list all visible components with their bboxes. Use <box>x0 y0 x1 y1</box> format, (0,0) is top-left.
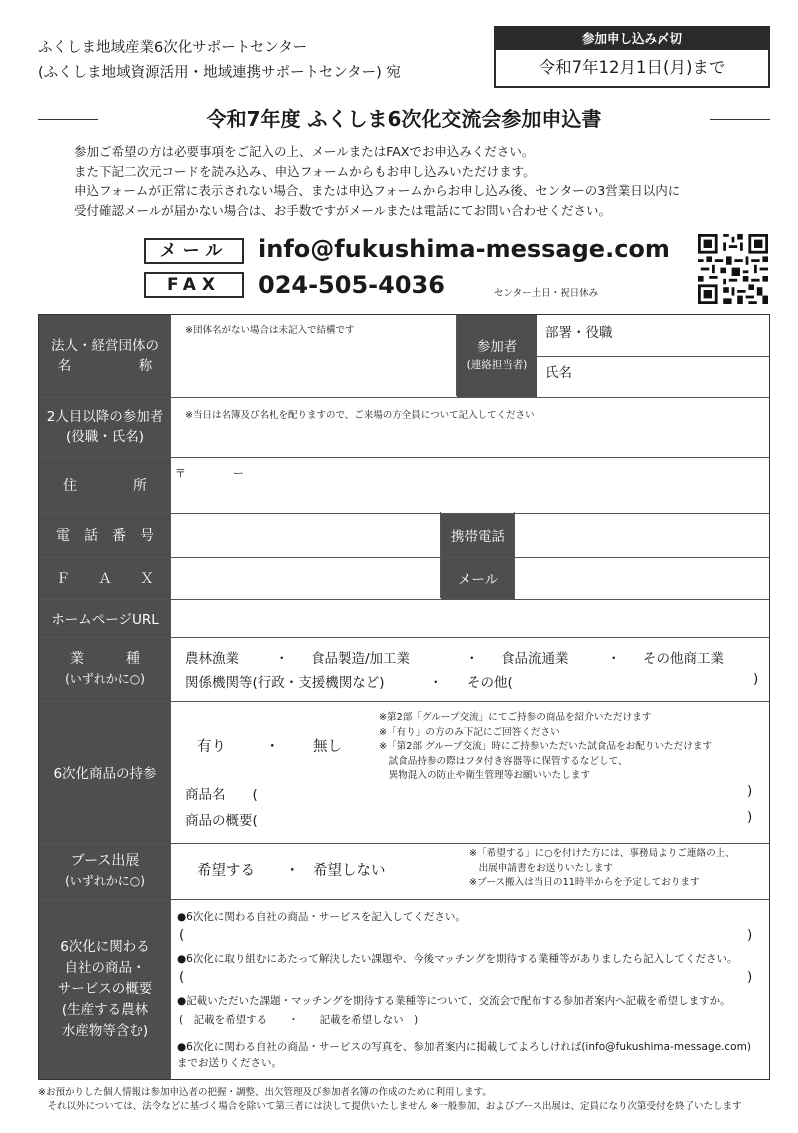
additional-participants-header <box>39 397 171 457</box>
application-form <box>38 314 770 1080</box>
postal-mark: 〒 <box>175 467 186 480</box>
row-divider <box>39 599 769 600</box>
footer-line1: ※お預かりした個人情報は参加申込者の把握・調整、出欠管理及び参加者名簿の作成のために利用します。 <box>38 1087 492 1098</box>
form-title-block <box>38 104 770 134</box>
booth-note-line: ※ブース搬入は当日の11時半からを予定しております <box>469 877 700 888</box>
overview-header-line: サービスの概要 <box>57 980 153 997</box>
overview-open-paren: ( <box>179 969 185 985</box>
additional-participants-header-line2: (役職・氏名) <box>65 429 145 445</box>
products-note-line: 異物混入の防止や衛生管理等お願いいたします <box>379 770 591 781</box>
overview-question-2: ●6次化に取り組むにあたって解決したい課題や、今後マッチングを期待する業種等がありましたら記入してください。 <box>177 953 738 965</box>
booth-not-want-option[interactable]: 希望しない <box>313 863 386 879</box>
mobile-header <box>441 513 515 557</box>
industry-option-food-distribution[interactable]: 食品流通業 <box>501 651 569 667</box>
row-divider <box>39 397 769 398</box>
org-name-header-line2: 名 称 <box>57 358 153 374</box>
products-header-label: 6次化商品の持参 <box>53 766 157 782</box>
row-divider <box>39 513 769 514</box>
participant-header-label: 参加者 <box>476 339 518 355</box>
overview-question-4-line1: ●6次化に関わる自社の商品・サービスの写真を、参加者案内に掲載してよろしければ(info@fukushima-message.com) <box>177 1041 751 1053</box>
footer-line2: それ以外については、法令などに基づく場合を除いて第三者には決して提供いたしません ※一般参加、およびブース出展は、定員になり次第受付を終了いたします <box>38 1101 742 1112</box>
row-divider <box>39 457 769 458</box>
title-rule-right <box>710 119 770 120</box>
row-divider <box>537 356 769 357</box>
phone-header <box>39 513 171 557</box>
overview-close-paren: ) <box>747 927 753 943</box>
product-name-close-paren: ) <box>747 783 753 799</box>
addressee-line2: (ふくしま地域資源活用・地域連携サポートセンター) 宛 <box>38 65 401 81</box>
deadline-label: 参加申し込み〆切 <box>496 28 768 50</box>
address-header <box>39 457 171 513</box>
industry-separator: ・ <box>607 651 621 667</box>
booth-note-line: 出展申請書をお送りいたします <box>469 862 613 874</box>
intro-text <box>74 142 680 220</box>
fax-header <box>39 557 171 599</box>
products-note-line: ※「第2部 グループ交流」時にご持参いただいた試食品をお配りいただけます <box>379 741 713 752</box>
phone-header-label: 電 話 番 号 <box>56 528 154 544</box>
product-summary-label: 商品の概要( <box>185 813 258 829</box>
overview-question-3-options[interactable]: ( 記載を希望する ・ 記載を希望しない ) <box>179 1014 419 1026</box>
privacy-footer <box>38 1086 742 1114</box>
industry-header-label: 業 種 <box>70 651 140 667</box>
address-header-label: 住 所 <box>63 478 147 494</box>
overview-header-line: 水産物等含む) <box>61 1022 149 1039</box>
intro-line: また下記二次元コードを読み込み、申込フォームからもお申し込みいただけます。 <box>74 163 536 179</box>
page-title: 令和7年度 ふくしま6次化交流会参加申込書 <box>206 107 602 131</box>
org-name-header <box>39 315 171 397</box>
industry-option-other-commerce[interactable]: その他商工業 <box>643 651 724 667</box>
industry-option-other[interactable]: その他( <box>467 675 513 691</box>
products-note-line: 試食品持参の際はフタ付き容器等に保管するなどして、 <box>379 755 628 767</box>
products-notes <box>379 711 712 784</box>
org-name-note: ※団体名がない場合は未記入で結構です <box>185 325 355 336</box>
industry-header <box>39 637 171 701</box>
row-divider <box>39 701 769 702</box>
intro-line: 参加ご希望の方は必要事項をご記入の上、メールまたはFAXでお申込みください。 <box>74 144 535 159</box>
postal-dash: ー <box>233 467 244 480</box>
intro-line: 受付確認メールが届かない場合は、お手数ですがメールまたは電話にてお問い合わせください。 <box>74 202 612 218</box>
industry-separator: ・ <box>275 651 289 667</box>
overview-close-paren: ) <box>747 969 753 985</box>
deadline-box <box>494 26 770 88</box>
addressee <box>38 36 401 86</box>
overview-question-1: ●6次化に関わる自社の商品・サービスを記入してください。 <box>177 911 466 923</box>
row-divider <box>39 557 769 558</box>
booth-header-sublabel: (いずれかに○) <box>65 874 145 888</box>
booth-header <box>39 843 171 899</box>
additional-participants-header-line1: 2人目以降の参加者 <box>46 409 164 425</box>
products-note-line: ※第2部「グループ交流」にてご持参の商品を紹介いただけます <box>379 712 652 723</box>
products-no-option[interactable]: 無し <box>313 739 342 755</box>
overview-question-4-line2: までお送りください。 <box>177 1057 282 1069</box>
industry-close-paren: ) <box>753 671 759 687</box>
industry-option-related-orgs[interactable]: 関係機関等(行政・支援機関など) <box>185 675 385 691</box>
dept-title-label: 部署・役職 <box>545 325 613 341</box>
homepage-header <box>39 599 171 637</box>
overview-header-line: 6次化に関わる <box>60 938 150 955</box>
booth-want-option[interactable]: 希望する <box>197 863 255 879</box>
industry-header-sublabel: (いずれかに○) <box>65 672 145 686</box>
row-divider <box>39 899 769 900</box>
booth-header-label: ブース出展 <box>70 853 140 869</box>
booth-note-line: ※「希望する」に○を付けた方には、事務局よりご連絡の上、 <box>469 848 735 859</box>
industry-option-food-processing[interactable]: 食品製造/加工業 <box>311 651 411 667</box>
overview-open-paren: ( <box>179 927 185 943</box>
product-name-label: 商品名 ( <box>185 787 258 803</box>
participant-header-sublabel: (連絡担当者) <box>466 359 528 371</box>
fax-header-label: Ｆ Ａ Ｘ <box>56 571 154 587</box>
column-divider <box>514 512 515 598</box>
mobile-header-label: 携帯電話 <box>451 529 505 545</box>
column-divider <box>170 314 171 1080</box>
org-name-header-line1: 法人・経営団体の <box>51 338 159 354</box>
fax-number: 024-505-4036 <box>258 271 445 299</box>
products-note-line: ※「有り」の方のみ下記にご回答ください <box>379 726 560 738</box>
product-summary-close-paren: ) <box>747 809 753 825</box>
mail-address[interactable]: info@fukushima-message.com <box>258 235 670 263</box>
products-yes-option[interactable]: 有り <box>197 739 226 755</box>
products-header <box>39 701 171 843</box>
addressee-line1: ふくしま地域産業6次化サポートセンター <box>38 40 308 56</box>
mail-label: メール <box>144 238 244 264</box>
column-divider <box>456 314 457 396</box>
email-header-label: メール <box>457 572 499 588</box>
row-divider <box>39 637 769 638</box>
row-divider <box>39 843 769 844</box>
qr-code-icon[interactable] <box>698 234 768 304</box>
column-divider <box>440 512 441 598</box>
booth-notes <box>469 847 735 891</box>
products-separator: ・ <box>265 739 280 755</box>
industry-separator: ・ <box>429 675 443 691</box>
email-header <box>441 557 515 599</box>
overview-header-line: 自社の商品・ <box>64 959 146 976</box>
overview-header <box>39 899 171 1079</box>
overview-question-3: ●記載いただいた課題・マッチングを期待する業種等について、交流会で配布する参加者案内へ記載を希望しますか。 <box>177 995 731 1007</box>
participant-name-label: 氏名 <box>545 365 572 381</box>
industry-separator: ・ <box>465 651 479 667</box>
overview-header-line: (生産する農林 <box>61 1001 149 1018</box>
fax-label: FAX <box>144 272 244 298</box>
intro-line: 申込フォームが正常に表示されない場合、または申込フォームからお申し込み後、センターの3営業日以内に <box>74 183 681 198</box>
industry-option-agriculture[interactable]: 農林漁業 <box>185 651 239 667</box>
booth-separator: ・ <box>285 863 300 879</box>
additional-participants-note: ※当日は名簿及び名札を配りますので、ご来場の方全員について記入してください <box>185 410 535 421</box>
fax-note: センター土日・祝日休み <box>494 288 599 299</box>
homepage-header-label: ホームページURL <box>51 612 159 628</box>
participant-header <box>457 315 537 397</box>
deadline-value: 令和7年12月1日(月)まで <box>538 58 726 77</box>
